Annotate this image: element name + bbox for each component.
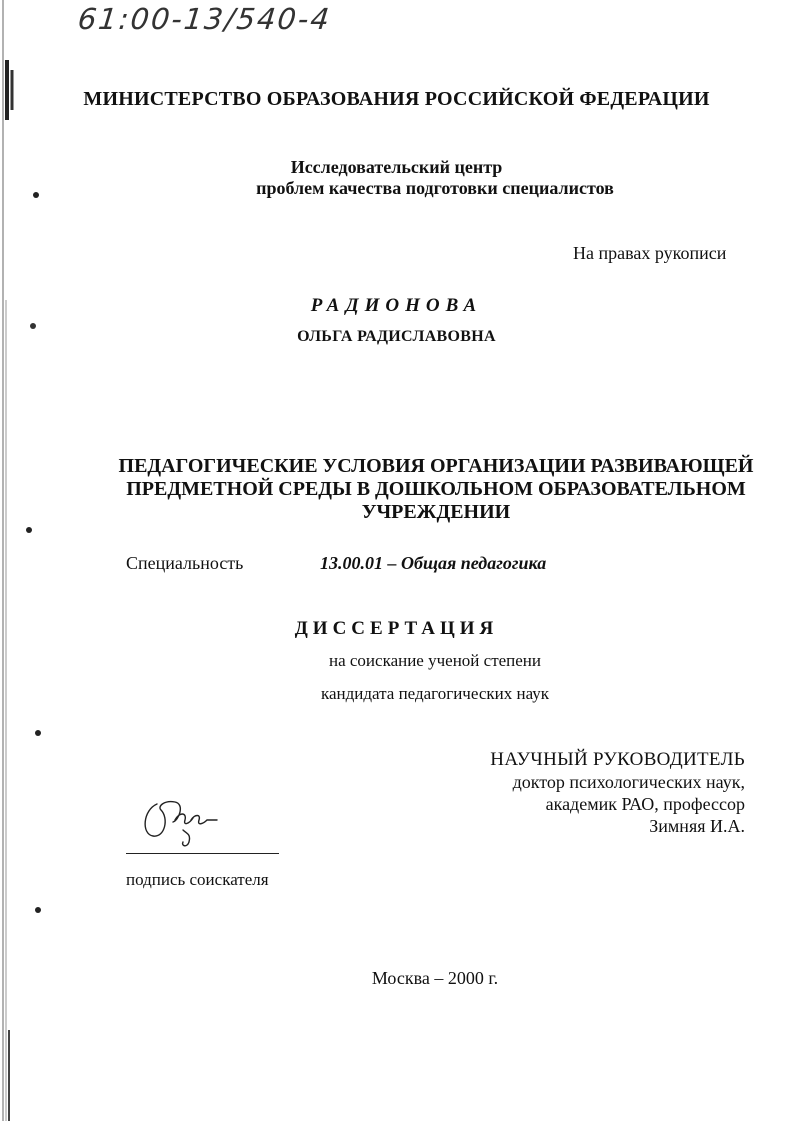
- specialty-value: 13.00.01 – Общая педагогика: [320, 553, 547, 573]
- place-and-year: Москва – 2000 г.: [371, 968, 499, 988]
- handwritten-signature: [135, 790, 235, 850]
- author-surname: РАДИОНОВА: [310, 295, 483, 316]
- ministry-name: МИНИСТЕРСТВО ОБРАЗОВАНИЯ РОССИЙСКОЙ ФЕДЕРАЦИИ: [83, 88, 710, 110]
- signature-caption: подпись соискателя: [126, 870, 269, 889]
- rights-note: На правах рукописи: [573, 243, 727, 263]
- research-center-line2: проблем качества подготовки специалистов: [256, 178, 614, 198]
- supervisor-title: академик РАО, профессор: [545, 794, 745, 814]
- supervisor-heading: НАУЧНЫЙ РУКОВОДИТЕЛЬ: [490, 749, 745, 770]
- research-center-line1: Исследовательский центр: [290, 157, 503, 177]
- degree-line2: кандидата педагогических наук: [320, 684, 550, 703]
- thesis-title: ПЕДАГОГИЧЕСКИЕ УСЛОВИЯ ОРГАНИЗАЦИИ РАЗВИВАЮЩЕЙ ПРЕДМЕТНОЙ СРЕДЫ В ДОШКОЛЬНОМ ОБРАЗОВАТЕЛЬНОМ УЧРЕЖДЕНИИ: [118, 455, 754, 523]
- supervisor-block: [490, 749, 745, 837]
- supervisor-name: Зимняя И.А.: [649, 816, 745, 836]
- supervisor-degree: доктор психологических наук,: [512, 772, 745, 792]
- degree-line1: на соискание ученой степени: [328, 651, 542, 670]
- document-type: ДИССЕРТАЦИЯ: [294, 618, 499, 639]
- author-given-names: ОЛЬГА РАДИСЛАВОВНА: [297, 328, 496, 345]
- specialty-label: Специальность: [126, 553, 244, 573]
- archive-number: 61:00-13/540-4: [76, 2, 333, 36]
- signature-line: [126, 853, 279, 854]
